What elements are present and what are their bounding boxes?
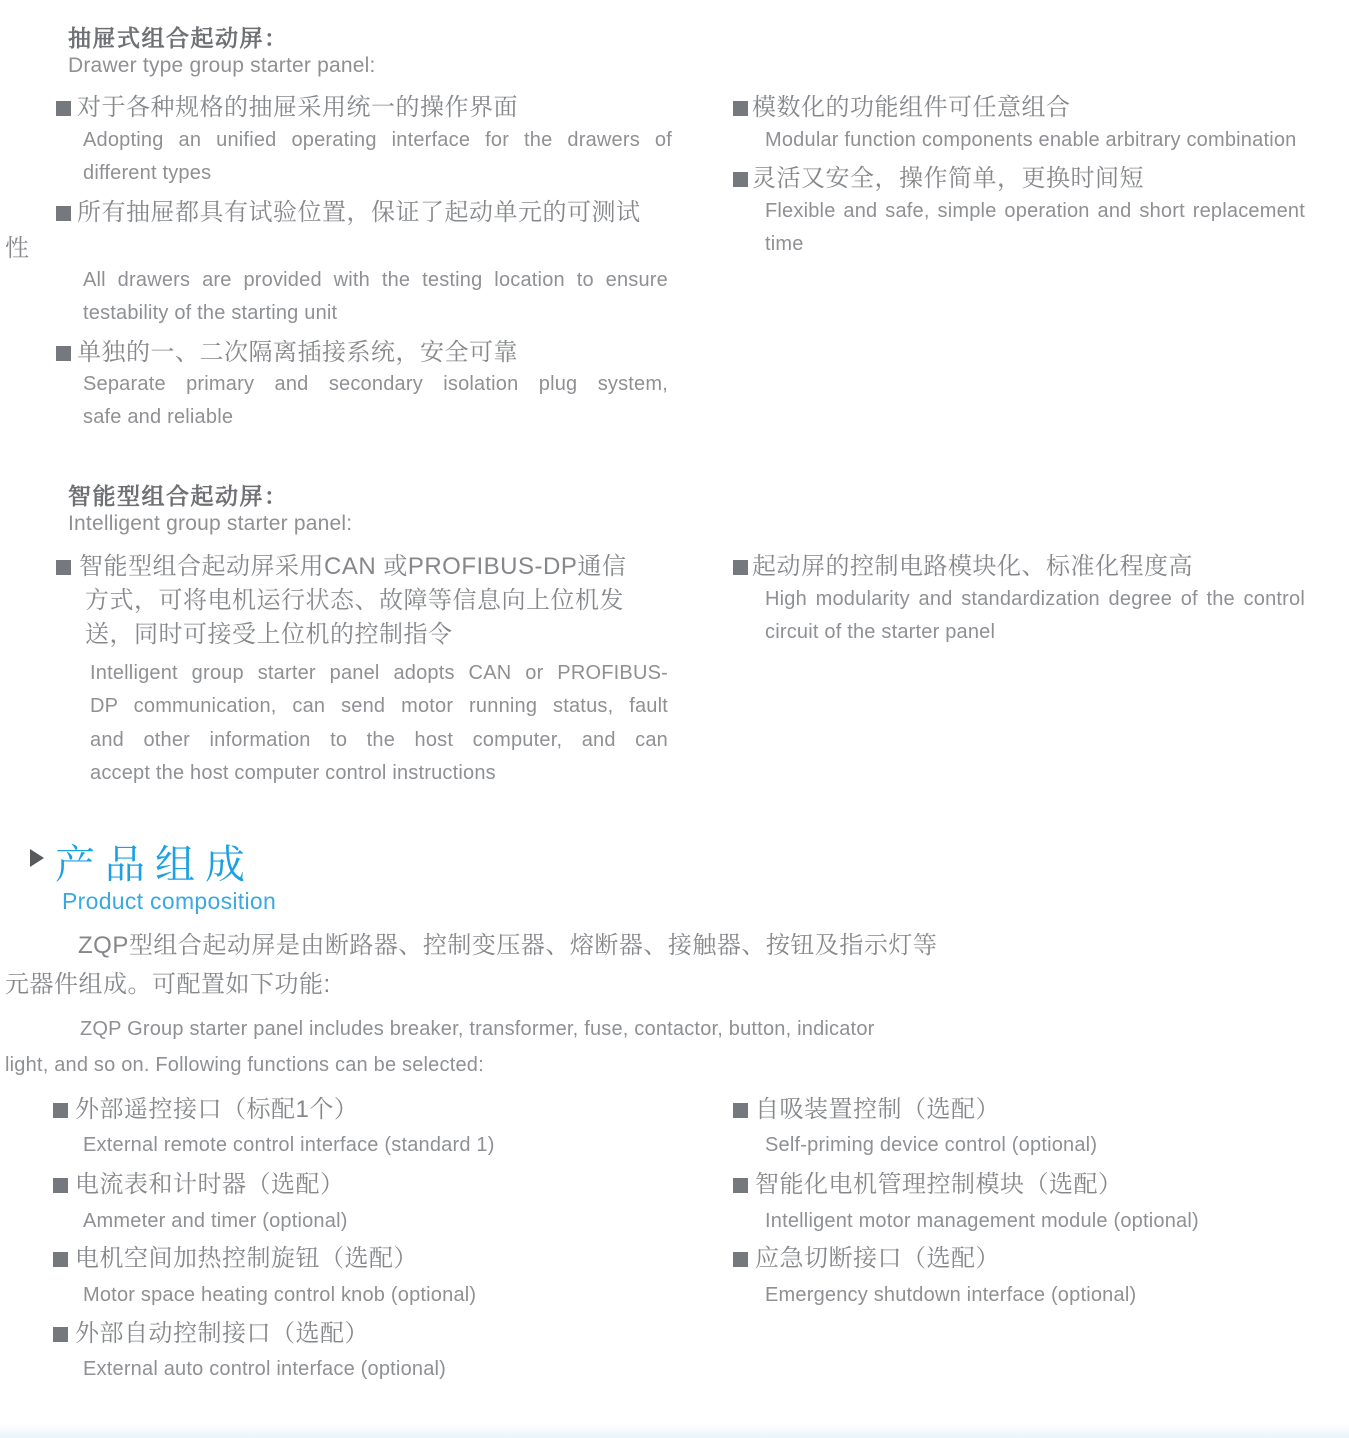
bullet-icon — [53, 1178, 68, 1193]
section-heading-zh: 抽屉式组合起动屏： — [68, 25, 289, 51]
option-en-line: Intelligent motor management module (optional) — [765, 1210, 1199, 1232]
feature-en-line: Flexible and safe, simple operation and short replacement — [765, 200, 1305, 222]
feature-en-line: circuit of the starter panel — [765, 621, 996, 643]
feature-en-line: Separate primary and secondary isolation plug system, — [83, 373, 668, 395]
feature-zh-line: 灵活又安全，操作简单，更换时间短 — [752, 165, 1144, 192]
option-zh-line: 外部自动控制接口（选配） — [75, 1320, 369, 1347]
feature-en-line: different types — [83, 162, 212, 184]
option-en-line: External auto control interface (optional) — [83, 1358, 447, 1380]
section-title-en: Product composition — [62, 888, 277, 914]
bullet-icon — [56, 346, 71, 361]
feature-en-line: time — [765, 233, 804, 255]
feature-en-line: testability of the starting unit — [83, 302, 338, 324]
option-en-line: Emergency shutdown interface (optional) — [765, 1284, 1137, 1306]
feature-en-line: accept the host computer control instructions — [90, 762, 496, 784]
option-zh-line: 电机空间加热控制旋钮（选配） — [75, 1245, 418, 1272]
feature-zh-line: 所有抽屉都具有试验位置，保证了起动单元的可测试 — [77, 199, 641, 226]
section-heading-en: Drawer type group starter panel: — [68, 54, 376, 77]
option-zh-line: 自吸装置控制（选配） — [755, 1096, 1000, 1123]
feature-zh-line: 方式，可将电机运行状态、故障等信息向上位机发 — [85, 587, 624, 614]
bullet-icon — [53, 1252, 68, 1267]
feature-zh-line: 单独的一、二次隔离插接系统，安全可靠 — [77, 339, 518, 366]
option-zh-line: 应急切断接口（选配） — [755, 1245, 1000, 1272]
bullet-icon — [733, 101, 748, 116]
feature-en-line: Modular function components enable arbitrary combination — [765, 129, 1297, 151]
option-en-line: Motor space heating control knob (optional) — [83, 1284, 477, 1306]
bullet-icon — [733, 1178, 748, 1193]
intro-en-line: ZQP Group starter panel includes breaker, transformer, fuse, contactor, button, indicator — [80, 1018, 875, 1040]
feature-zh-line: 起动屏的控制电路模块化、标准化程度高 — [752, 553, 1193, 580]
bullet-icon — [53, 1327, 68, 1342]
bullet-icon — [56, 560, 71, 575]
intro-en-line: light, and so on. Following functions can be selected: — [5, 1054, 484, 1076]
feature-en-line: All drawers are provided with the testing location to ensure — [83, 269, 668, 291]
option-en-line: Self-priming device control (optional) — [765, 1134, 1098, 1156]
bullet-icon — [56, 206, 71, 221]
bullet-icon — [53, 1103, 68, 1118]
section-title-zh: 产品组成 — [55, 843, 255, 887]
section-arrow-icon — [30, 849, 44, 867]
feature-en-line: and other information to the host computer, and can — [90, 729, 668, 751]
bullet-icon — [733, 1252, 748, 1267]
feature-zh-line: 智能型组合起动屏采用CAN 或PROFIBUS-DP通信 — [79, 553, 627, 580]
bullet-icon — [733, 172, 748, 187]
section-heading-en: Intelligent group starter panel: — [68, 512, 353, 535]
section-heading-zh: 智能型组合起动屏： — [68, 483, 289, 509]
feature-en-line: DP communication, can send motor running status, fault — [90, 695, 668, 717]
feature-en-line: Adopting an unified operating interface for the drawers of — [83, 129, 672, 151]
bullet-icon — [56, 101, 71, 116]
feature-zh-line: 对于各种规格的抽屉采用统一的操作界面 — [77, 94, 518, 121]
feature-en-line: High modularity and standardization degree of the control — [765, 588, 1305, 610]
feature-zh-line: 性 — [5, 235, 30, 262]
feature-en-line: safe and reliable — [83, 406, 234, 428]
bullet-icon — [733, 1103, 748, 1118]
footer-accent-strip — [0, 1424, 1349, 1438]
intro-zh-line: ZQP型组合起动屏是由断路器、控制变压器、熔断器、接触器、按钮及指示灯等 — [78, 932, 938, 959]
option-zh-line: 外部遥控接口（标配1个） — [75, 1096, 359, 1123]
feature-zh-line: 送，同时可接受上位机的控制指令 — [85, 621, 453, 648]
intro-zh-line: 元器件组成。可配置如下功能: — [5, 971, 331, 998]
feature-zh-line: 模数化的功能组件可任意组合 — [752, 94, 1071, 121]
bullet-icon — [733, 560, 748, 575]
feature-en-line: Intelligent group starter panel adopts CAN or PROFIBUS- — [90, 662, 668, 684]
option-zh-line: 智能化电机管理控制模块（选配） — [755, 1171, 1123, 1198]
option-en-line: External remote control interface (standard 1) — [83, 1134, 495, 1156]
option-en-line: Ammeter and timer (optional) — [83, 1210, 348, 1232]
option-zh-line: 电流表和计时器（选配） — [75, 1171, 345, 1198]
